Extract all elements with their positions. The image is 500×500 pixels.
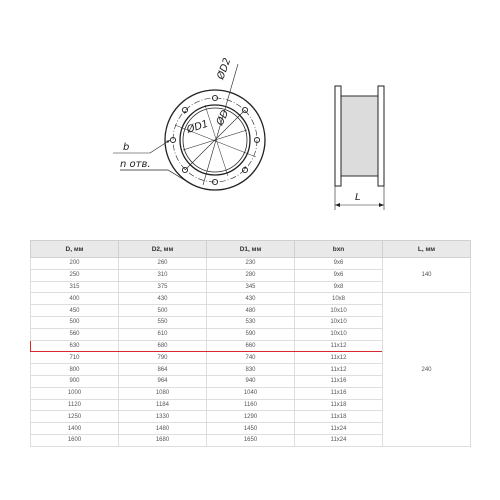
table-cell: 1250 [31,411,119,423]
table-cell: 1160 [207,399,295,411]
table-cell: 1120 [31,399,119,411]
table-cell: 345 [207,281,295,293]
table-cell: 1680 [119,434,207,446]
table-cell: 740 [207,352,295,364]
table-cell: 630 [31,340,119,352]
table-body [31,258,471,447]
table-cell: 10x10 [295,305,383,317]
table-cell: 11x12 [295,340,383,352]
table-cell: 375 [119,281,207,293]
l-group-cell: 240 [383,293,471,446]
table-cell: 250 [31,269,119,281]
table-cell: 1184 [119,399,207,411]
table-cell: 400 [31,293,119,305]
table-cell: 1480 [119,423,207,435]
header-d1: D1, мм [207,241,295,258]
table-cell: 11x16 [295,387,383,399]
table-cell: 660 [207,340,295,352]
label-l: L [355,192,361,203]
table-cell: 450 [31,305,119,317]
table-cell: 530 [207,316,295,328]
table-cell: 964 [119,375,207,387]
table-cell: 10x10 [295,328,383,340]
l-group-cell: 140 [383,258,471,293]
table-cell: 11x24 [295,423,383,435]
side-body [341,96,378,176]
table-cell: 1040 [207,387,295,399]
spec-table [30,240,471,447]
table-cell: 550 [119,316,207,328]
header-bxn: bxn [295,241,383,258]
table-cell: 11x18 [295,399,383,411]
table-cell: 500 [31,316,119,328]
table-cell: 430 [207,293,295,305]
header-d2: D2, мм [119,241,207,258]
label-n-holes: n отв. [120,159,151,170]
table-cell: 310 [119,269,207,281]
table-row [31,293,471,305]
header-l: L, мм [383,241,471,258]
table-cell: 864 [119,364,207,376]
table-cell: 1600 [31,434,119,446]
table-cell: 260 [119,258,207,270]
table-cell: 480 [207,305,295,317]
table-cell: 610 [119,328,207,340]
table-cell: 200 [31,258,119,270]
table-cell: 11x24 [295,434,383,446]
table-cell: 430 [119,293,207,305]
table-cell: 940 [207,375,295,387]
table-cell: 9x8 [295,281,383,293]
table-cell: 1400 [31,423,119,435]
table-cell: 1080 [119,387,207,399]
table-cell: 830 [207,364,295,376]
table-row [31,258,471,270]
table-cell: 280 [207,269,295,281]
table-cell: 680 [119,340,207,352]
table-cell: 11x12 [295,352,383,364]
table-cell: 10x10 [295,316,383,328]
table-cell: 1290 [207,411,295,423]
table-cell: 590 [207,328,295,340]
table-cell: 1000 [31,387,119,399]
table-cell: 790 [119,352,207,364]
table-cell: 230 [207,258,295,270]
table-cell: 1650 [207,434,295,446]
table-cell: 710 [31,352,119,364]
table-cell: 11x16 [295,375,383,387]
table-cell: 1450 [207,423,295,435]
flange-drawing [0,0,500,230]
side-flange-right [378,86,384,186]
table-cell: 900 [31,375,119,387]
table-cell: 500 [119,305,207,317]
table-cell: 9x6 [295,269,383,281]
label-d2: ØD2 [215,56,234,82]
table-cell: 560 [31,328,119,340]
label-d: ØD [214,108,232,128]
table-cell: 315 [31,281,119,293]
label-d1: ØD1 [185,118,210,136]
table-header-row [31,241,471,258]
table-cell: 800 [31,364,119,376]
table-cell: 1330 [119,411,207,423]
table-cell: 9x6 [295,258,383,270]
table-cell: 11x12 [295,364,383,376]
table-cell: 11x18 [295,411,383,423]
side-flange-left [335,86,341,186]
label-b: b [123,142,130,153]
table-cell: 10x8 [295,293,383,305]
header-d: D, мм [31,241,119,258]
